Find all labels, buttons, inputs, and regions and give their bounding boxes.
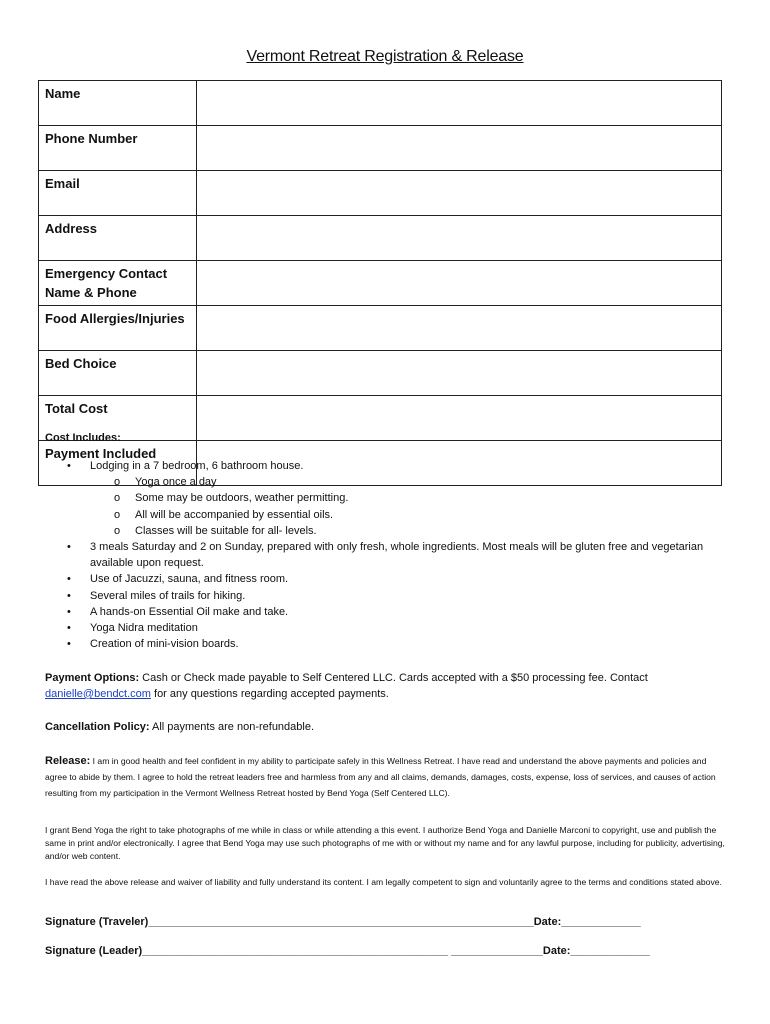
- list-item: • A hands-on Essential Oil make and take.: [45, 604, 715, 620]
- table-row: [39, 351, 722, 396]
- table-row: [39, 126, 722, 171]
- list-item: • 3 meals Saturday and 2 on Sunday, prepared with only fresh, whole ingredients. Most meals will be gluten free and vegetarian available upon request.: [45, 539, 715, 571]
- food-allergies-field[interactable]: [197, 306, 722, 351]
- field-label-emergency-contact: Emergency Contact Name & Phone: [39, 261, 197, 306]
- field-label-address: Address: [39, 216, 197, 261]
- payment-options-paragraph: [45, 670, 725, 702]
- photo-release-paragraph: I grant Bend Yoga the right to take photographs of me while in class or while attending a this event. I authorize Bend Yoga and Danielle Marconi to copyright, use and publish the same in print and/or electronically. I agree that Bend Yoga may use such photographs of me with or without my name and for any lawful purpose, including for publicity, advertising, and/or web content.: [45, 825, 725, 861]
- release-label: Release:: [45, 755, 91, 767]
- traveler-signature-line[interactable]: Signature (Traveler)_______________________________________________________________Date:_____________: [45, 916, 641, 928]
- leader-signature-line[interactable]: Signature (Leader)__________________________________________________ _______________Date:_____________: [45, 945, 650, 957]
- list-item-text: Lodging in a 7 bedroom, 6 bathroom house.: [90, 460, 304, 472]
- phone-field[interactable]: [197, 126, 722, 171]
- yoga-sub-list: [90, 474, 715, 539]
- field-label-name: Name: [39, 81, 197, 126]
- table-row: [39, 81, 722, 126]
- list-item: [45, 458, 715, 539]
- registration-table: [38, 80, 722, 486]
- cost-includes-list: [45, 458, 715, 652]
- sub-list-item: o Some may be outdoors, weather permitting.: [90, 490, 715, 506]
- bed-choice-field[interactable]: [197, 351, 722, 396]
- field-label-food-allergies: Food Allergies/Injuries: [39, 306, 197, 351]
- table-row: [39, 261, 722, 306]
- table-row: [39, 306, 722, 351]
- sub-list-item: o All will be accompanied by essential oils.: [90, 507, 715, 523]
- field-label-phone: Phone Number: [39, 126, 197, 171]
- address-field[interactable]: [197, 216, 722, 261]
- sub-list-item: o Classes will be suitable for all- levels.: [90, 523, 715, 539]
- field-label-bed-choice: Bed Choice: [39, 351, 197, 396]
- release-paragraph: [45, 753, 725, 801]
- list-item: • Yoga Nidra meditation: [45, 620, 715, 636]
- emergency-contact-field[interactable]: [197, 261, 722, 306]
- list-item: • Use of Jacuzzi, sauna, and fitness room.: [45, 571, 715, 587]
- payment-options-text: Cash or Check made payable to Self Centered LLC. Cards accepted with a $50 processing fee. Contact: [139, 672, 648, 684]
- cost-includes-heading: Cost Includes:: [45, 432, 121, 444]
- page-title: Vermont Retreat Registration & Release: [246, 48, 524, 65]
- list-item: • Creation of mini-vision boards.: [45, 636, 715, 652]
- table-row: [39, 171, 722, 216]
- cancellation-policy-label: Cancellation Policy:: [45, 721, 150, 733]
- name-field[interactable]: [197, 81, 722, 126]
- waiver-paragraph: I have read the above release and waiver of liability and fully understand its content. I am legally competent to sign and voluntarily agree to the terms and conditions stated above.: [45, 877, 722, 887]
- list-item: • Several miles of trails for hiking.: [45, 588, 715, 604]
- field-label-payment-included: Payment Included: [39, 441, 197, 486]
- release-text: I am in good health and feel confident in my ability to participate safely in this Wellness Retreat. I have read and understand the above payments and policies and agree to abide by them. I agree to hold the retreat leaders free and harmless from any and all claims, demands, damages, costs, expense, loss of services, and causes of action resulting from my participation in the Vermont Wellness Retreat hosted by Bend Yoga (Self Centered LLC).: [45, 756, 716, 798]
- contact-email-link[interactable]: danielle@bendct.com: [45, 688, 151, 700]
- field-label-total-cost: Total Cost: [39, 396, 197, 441]
- sub-list-item: o Yoga once a day: [90, 474, 715, 490]
- table-row: [39, 216, 722, 261]
- payment-options-text-end: for any questions regarding accepted payments.: [150, 688, 389, 700]
- email-field[interactable]: [197, 171, 722, 216]
- payment-options-label: Payment Options:: [45, 672, 140, 684]
- cancellation-policy-text: All payments are non-refundable.: [149, 721, 315, 733]
- cancellation-policy-paragraph: [45, 719, 725, 735]
- field-label-email: Email: [39, 171, 197, 216]
